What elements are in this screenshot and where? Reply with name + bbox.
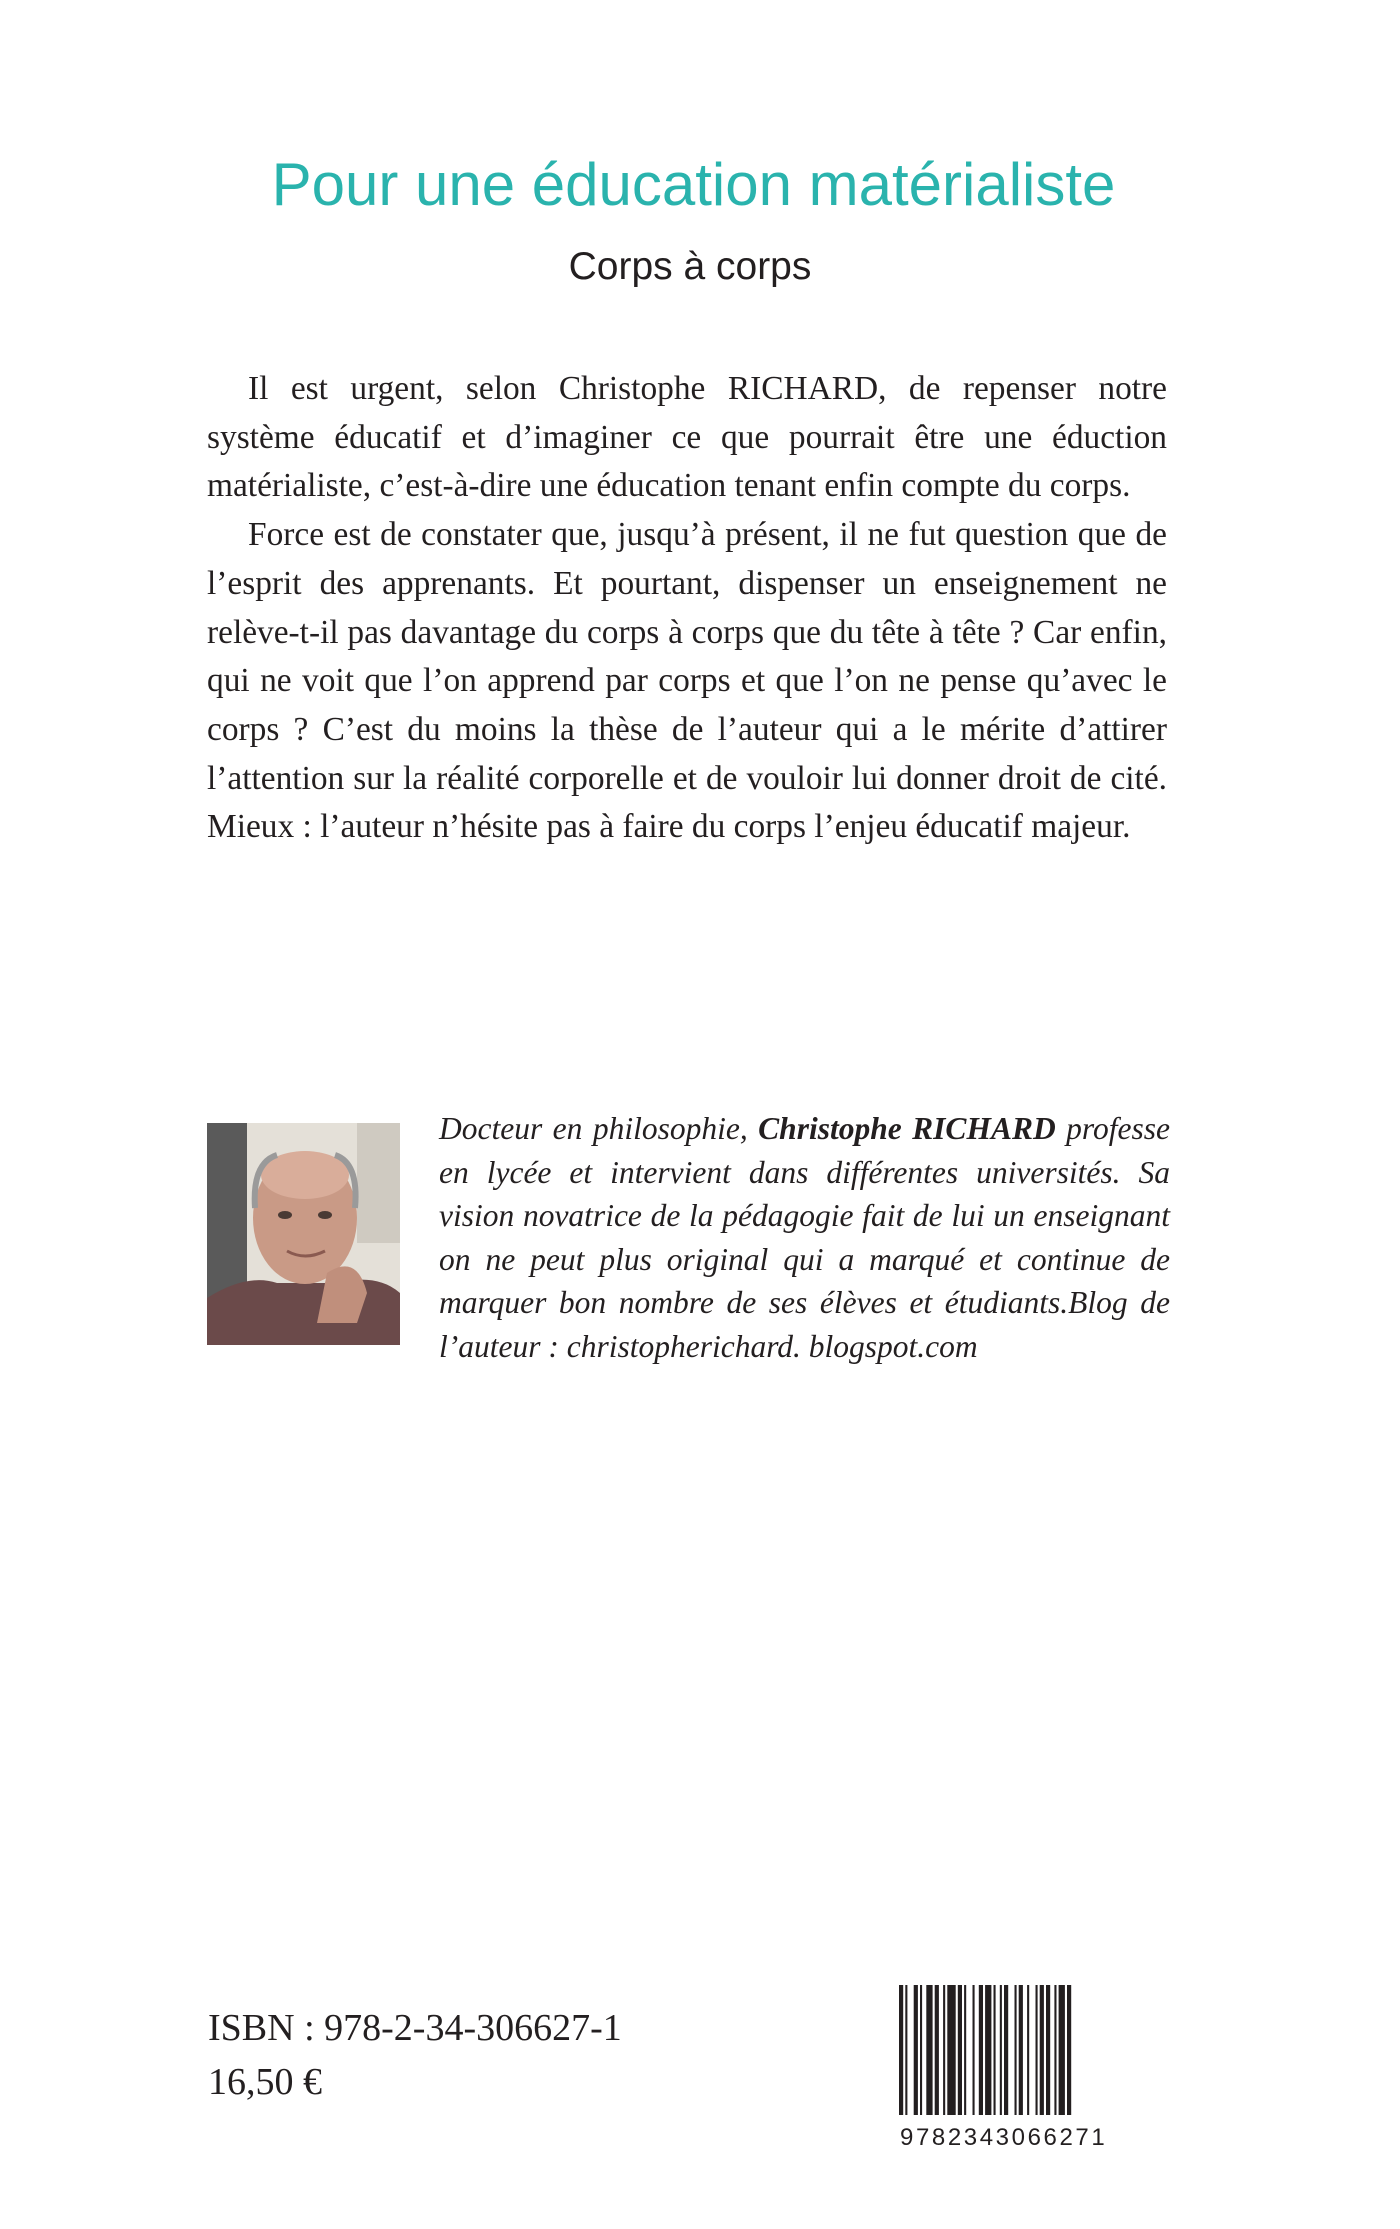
- barcode-bar: [973, 1985, 975, 2115]
- price: 16,50 €: [208, 2061, 322, 2103]
- barcode-digits: 9782343066271: [900, 2124, 1108, 2151]
- barcode-bar: [1067, 1985, 1071, 2115]
- author-name: Christophe RICHARD: [758, 1111, 1056, 1146]
- barcode-bar: [1027, 1985, 1029, 2115]
- bio-blog: Blog de l’auteur : christopherichard. blogspot.com: [439, 1285, 1170, 1364]
- barcode-bar: [1036, 1985, 1038, 2115]
- barcode-bar: [1054, 1985, 1056, 2115]
- barcode-bar: [1015, 1985, 1017, 2115]
- barcode-bar: [994, 1985, 996, 2115]
- barcode-bar: [1000, 1985, 1002, 2115]
- barcode-bar: [1019, 1985, 1023, 2115]
- barcode-bar: [920, 1985, 922, 2115]
- barcode-bar: [958, 1985, 962, 2115]
- barcode-icon: [897, 1985, 1176, 2115]
- isbn: ISBN : 978-2-34-306627-1: [208, 2007, 622, 2049]
- bio-text: professe en lycée et intervient dans différentes universités. Sa vision novatrice de la pédagogie fait de lui un enseignant on ne peut plus original qui a marqué et continue de marquer bon nombre de ses élèves et étudiants.: [439, 1111, 1170, 1321]
- author-photo: [207, 1123, 400, 1345]
- bio-intro: Docteur en philosophie,: [439, 1111, 748, 1146]
- back-cover-blurb: [207, 365, 1167, 852]
- book-subtitle: Corps à corps: [568, 245, 812, 288]
- barcode-bar: [1004, 1985, 1008, 2115]
- author-bio: [439, 1107, 1170, 1369]
- book-title: Pour une éducation matérialiste: [271, 151, 1116, 218]
- barcode-bar: [926, 1985, 932, 2115]
- barcode-bar: [964, 1985, 966, 2115]
- blurb-paragraph: Il est urgent, selon Christophe RICHARD, de repenser notre système éducatif et d’imaginer ce que pourrait être une éduction matérialiste, c’est-à-dire une éducation tenant enfin compte du corps.: [207, 370, 1167, 505]
- barcode-bar: [905, 1985, 907, 2115]
- barcode-bar: [935, 1985, 939, 2115]
- barcode-bar: [914, 1985, 918, 2115]
- barcode-bar: [1040, 1985, 1044, 2115]
- barcode-bar: [943, 1985, 945, 2115]
- barcode-bar: [899, 1985, 903, 2115]
- blurb-paragraph: Force est de constater que, jusqu’à présent, il ne fut question que de l’esprit des apprenants. Et pourtant, dispenser un enseignement ne relève-t-il pas davantage du corps à corps que du tête à tête ? Car enfin, qui ne voit que l’on apprend par corps et que l’on ne pense qu’avec le corps ? C’est du moins la thèse de l’auteur qui a le mérite d’attirer l’attention sur la réalité corporelle et de vouloir lui donner droit de cité. Mieux : l’auteur n’hésite pas à faire du corps l’enjeu éducatif majeur.: [207, 516, 1167, 846]
- barcode-bar: [979, 1985, 983, 2115]
- author-portrait-icon: [207, 1123, 400, 1345]
- barcode-bar: [1046, 1985, 1050, 2115]
- barcode-bar: [985, 1985, 991, 2115]
- barcode-bar: [947, 1985, 955, 2115]
- barcode-bar: [1059, 1985, 1065, 2115]
